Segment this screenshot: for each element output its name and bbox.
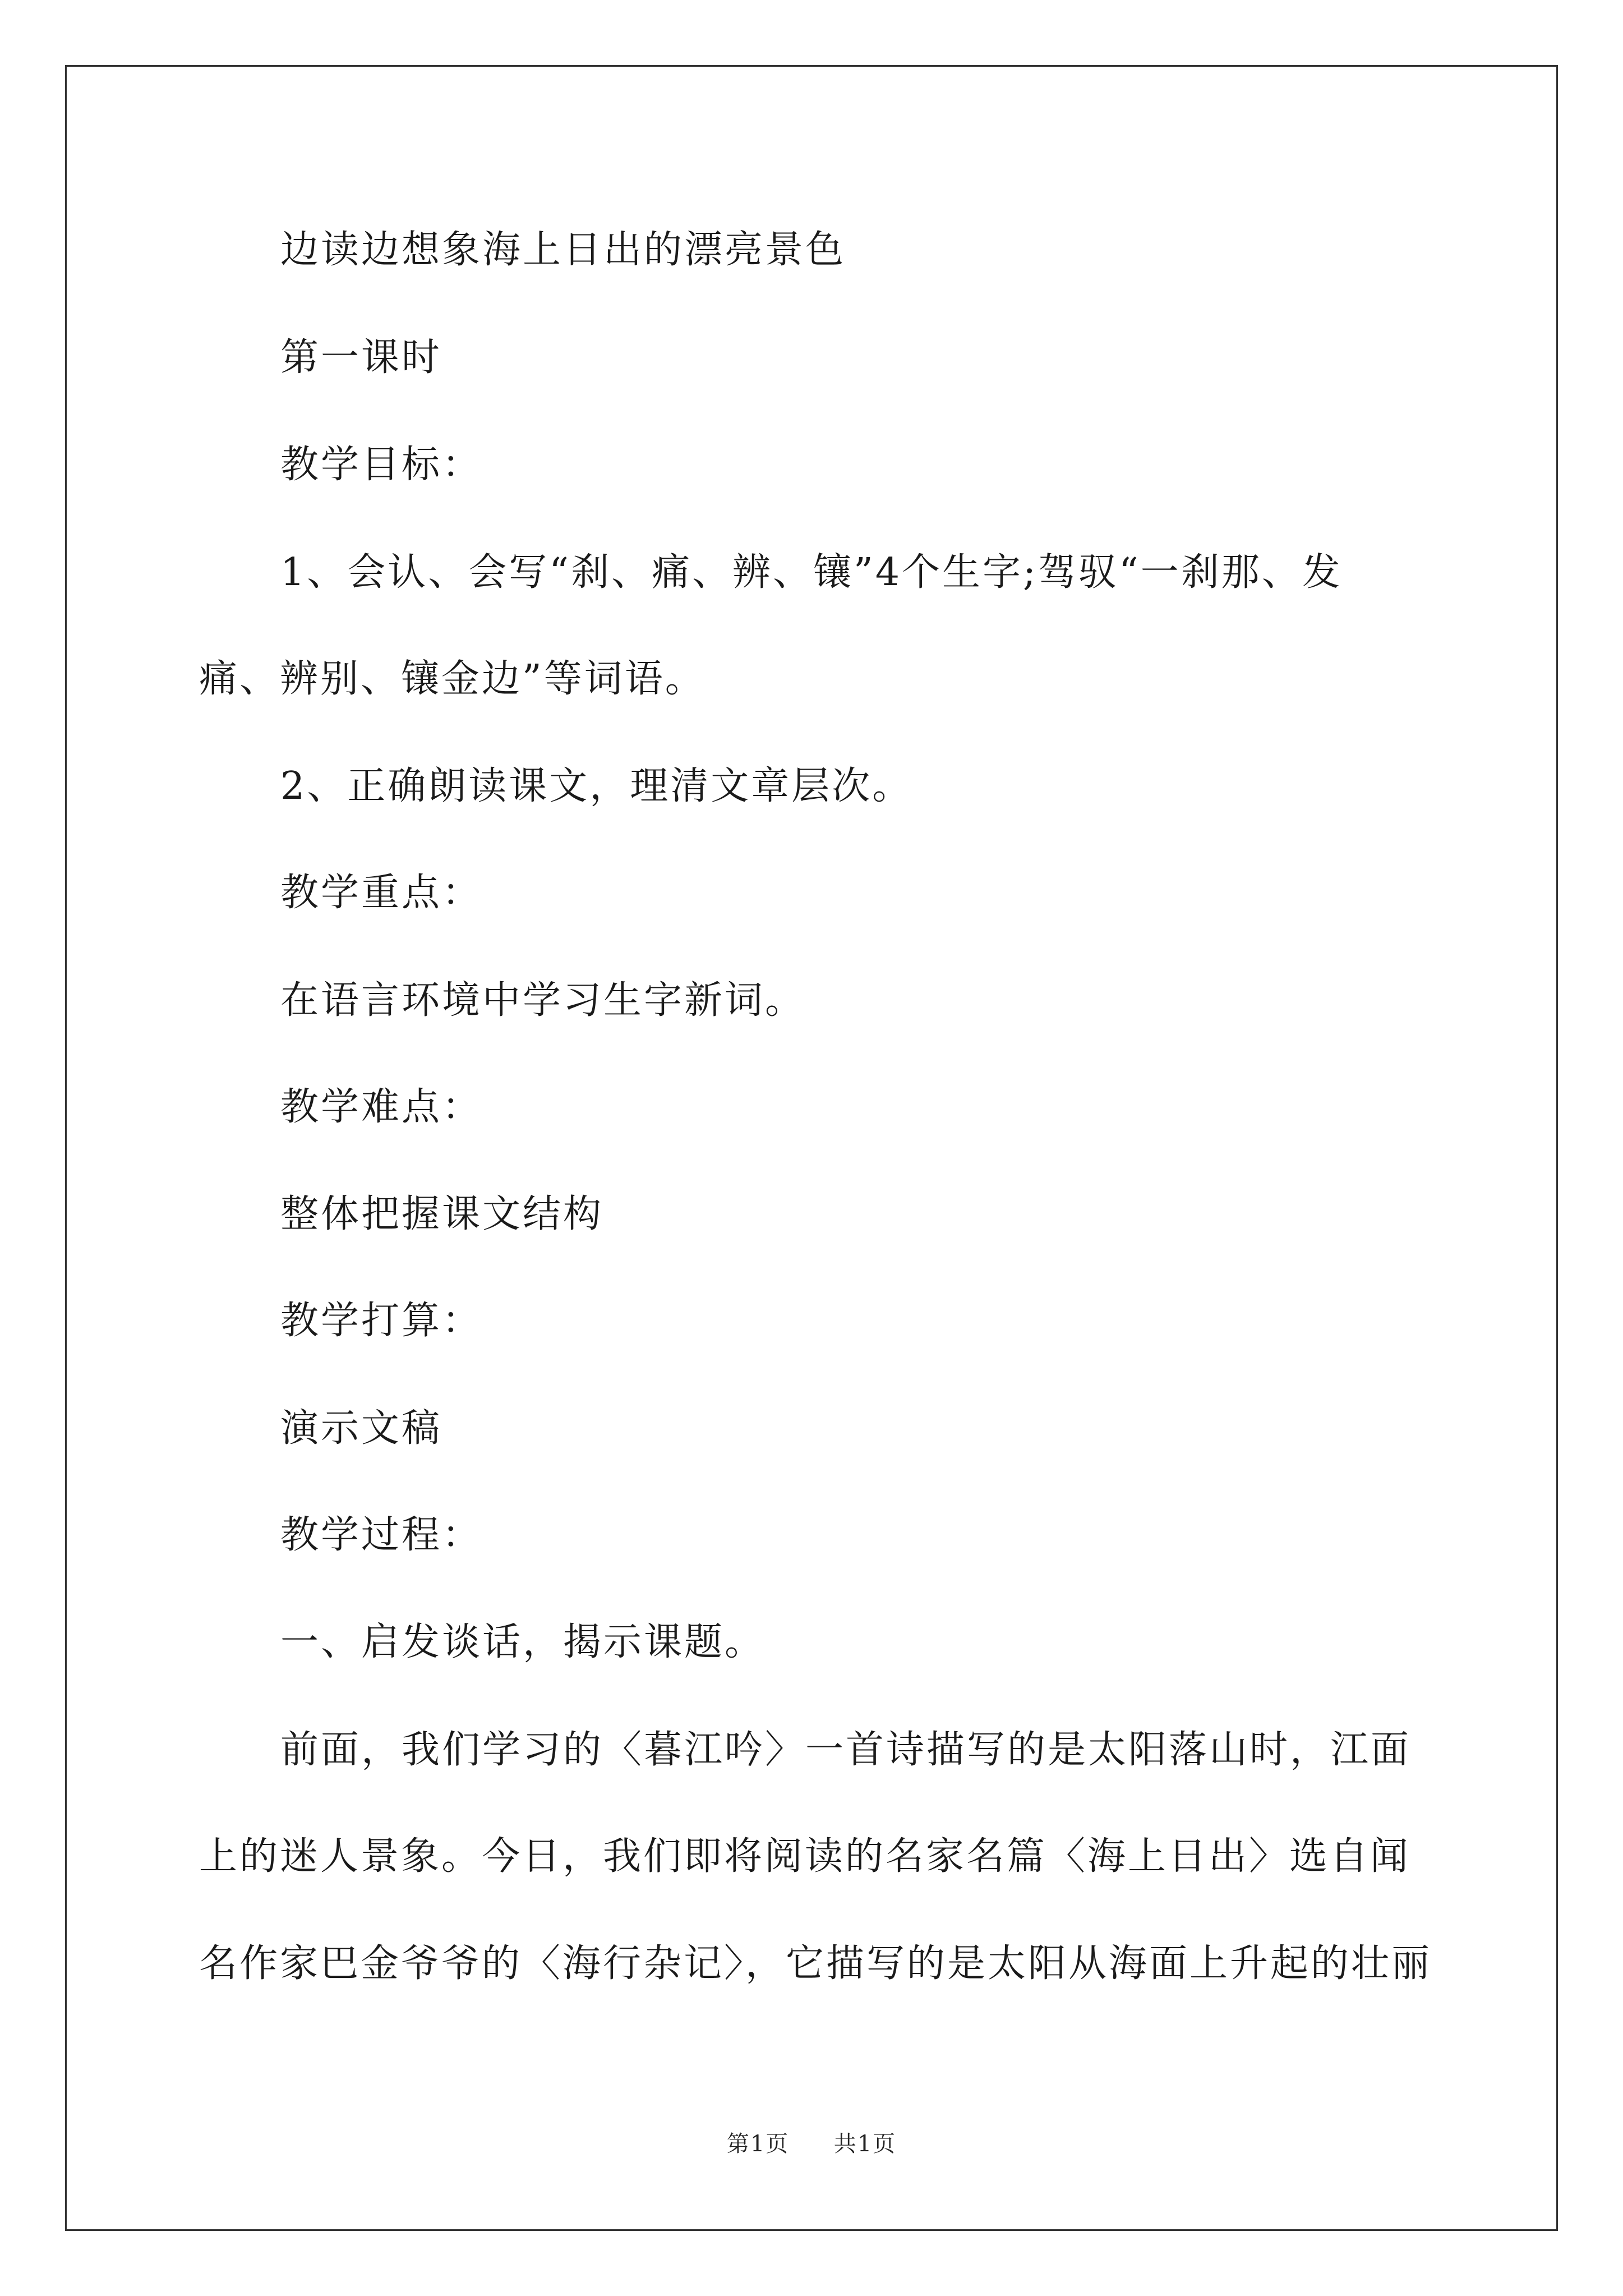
page-number: 第1页 xyxy=(726,2131,790,2157)
lesson-period: 第一课时 xyxy=(280,335,442,380)
paragraph-line: 整体把握课文结构 xyxy=(280,1192,604,1236)
section-heading-process: 教学过程： xyxy=(280,1513,483,1557)
paragraph-line: 一、启发谈话，揭示课题。 xyxy=(280,1620,766,1664)
section-heading-difficulties: 教学难点： xyxy=(280,1085,483,1129)
document-title: 边读边想象海上日出的漂亮景色 xyxy=(280,228,846,272)
page-total: 共1页 xyxy=(833,2131,897,2157)
page-footer xyxy=(0,2126,1623,2158)
section-heading-preparation: 教学打算： xyxy=(280,1299,483,1343)
paragraph-line: 名作家巴金爷爷的〈海行杂记〉，它描写的是太阳从海面上升起的壮丽 xyxy=(199,1941,1432,1986)
paragraph-line: 上的迷人景象。今日，我们即将阅读的名家名篇〈海上日出〉选自闻 xyxy=(199,1834,1411,1879)
paragraph-line: 前面，我们学习的〈暮江吟〉一首诗描写的是太阳落山时，江面 xyxy=(280,1728,1412,1772)
paragraph-line: 在语言环境中学习生字新词。 xyxy=(280,978,806,1023)
paragraph-line: 1、会认、会写“刹、痛、辨、镶”4个生字;驾驭“一刹那、发 xyxy=(280,550,1343,595)
paragraph-line: 2、正确朗读课文，理清文章层次。 xyxy=(280,764,913,808)
section-heading-objectives: 教学目标： xyxy=(280,443,483,487)
section-heading-key-points: 教学重点： xyxy=(280,871,483,915)
page-frame xyxy=(65,65,1558,2231)
paragraph-line: 演示文稿 xyxy=(280,1406,442,1451)
paragraph-line: 痛、辨别、镶金边”等词语。 xyxy=(199,657,706,701)
